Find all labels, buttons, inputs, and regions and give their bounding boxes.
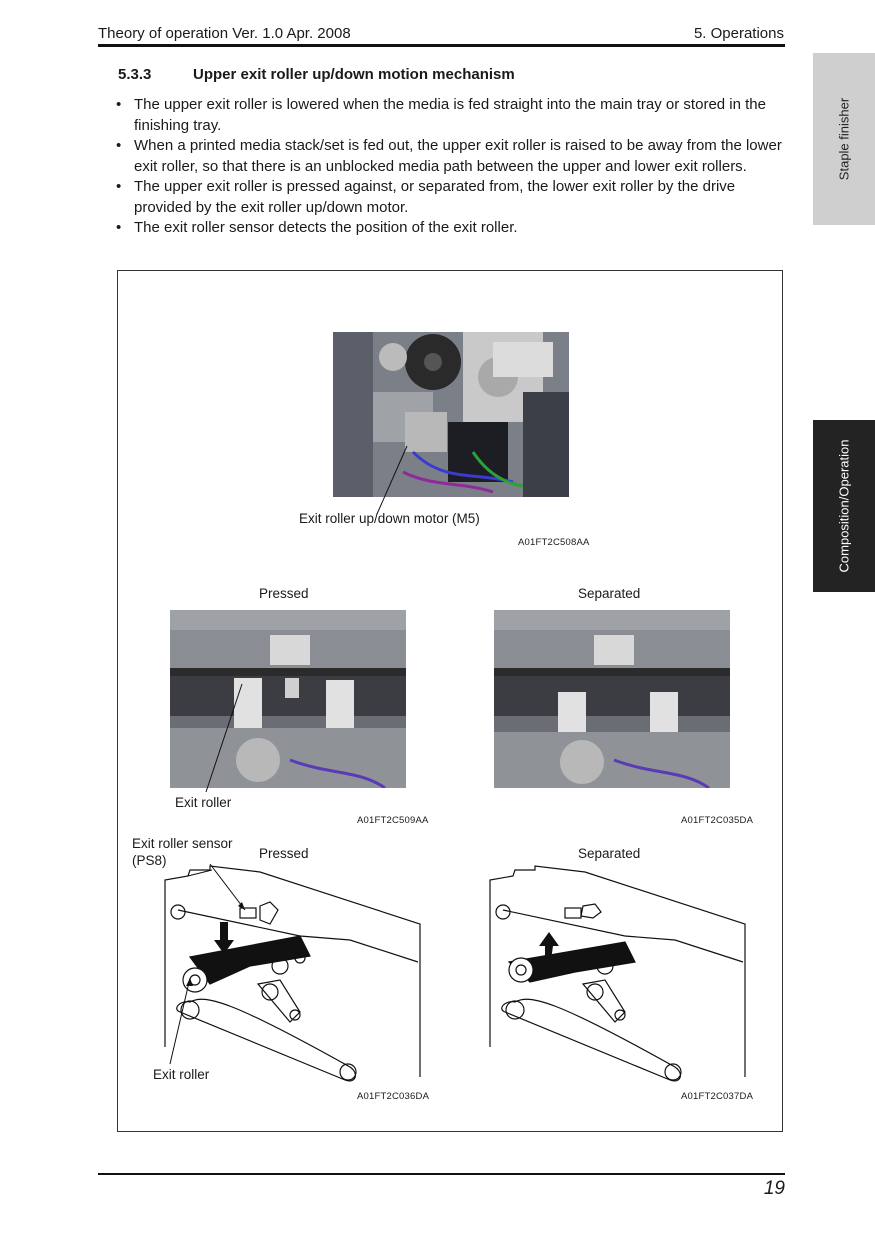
side-tab-staple-finisher bbox=[813, 53, 875, 225]
diagram-pressed-title: Pressed bbox=[259, 846, 309, 861]
photo-exit-roller-label: Exit roller bbox=[175, 795, 232, 810]
diagram-separated-title: Separated bbox=[578, 846, 641, 861]
sensor-leader-line bbox=[200, 860, 260, 920]
side-tab-composition-operation bbox=[813, 420, 875, 592]
bullet-item: • The upper exit roller is pressed against, or separated from, the lower exit roller by the drive provided by the exit roller up/down motor. bbox=[116, 177, 784, 218]
bullet-item: • When a printed media stack/set is fed out, the upper exit roller is raised to be away from the lower exit roller, so that there is an unblocked media path between the upper and lower exit rollers. bbox=[116, 136, 784, 177]
sensor-label-line2: (PS8) bbox=[132, 853, 167, 868]
side-tab-label: Staple finisher bbox=[836, 97, 852, 181]
sensor-label-line1: Exit roller sensor bbox=[132, 836, 233, 851]
header-rule bbox=[98, 44, 785, 47]
motor-figure-code: A01FT2C508AA bbox=[518, 537, 590, 548]
diagram-exit-roller-leader bbox=[160, 970, 200, 1070]
motor-leader-line bbox=[355, 440, 415, 520]
footer-rule bbox=[98, 1173, 785, 1175]
photo-separated-title: Separated bbox=[578, 586, 641, 601]
header-left: Theory of operation Ver. 1.0 Apr. 2008 bbox=[98, 25, 351, 42]
page-number: 19 bbox=[763, 1178, 785, 1199]
section-number: 5.3.3 bbox=[118, 66, 152, 83]
motor-label: Exit roller up/down motor (M5) bbox=[299, 511, 480, 526]
section-title: Upper exit roller up/down motion mechanism bbox=[193, 66, 515, 83]
bullet-list bbox=[116, 95, 784, 239]
header-right: 5. Operations bbox=[693, 25, 784, 42]
diagram-exit-roller-label: Exit roller bbox=[153, 1067, 210, 1082]
pressed-photo-code: A01FT2C509AA bbox=[357, 815, 429, 826]
separated-photo-code: A01FT2C035DA bbox=[681, 815, 754, 826]
bullet-item: • The exit roller sensor detects the position of the exit roller. bbox=[116, 218, 784, 239]
photo-pressed-title: Pressed bbox=[259, 586, 309, 601]
pressed-diagram-code: A01FT2C036DA bbox=[357, 1091, 430, 1102]
separated-mechanism-diagram bbox=[475, 862, 747, 1087]
pressed-photo-leader-line bbox=[198, 680, 258, 800]
bullet-item: • The upper exit roller is lowered when the media is fed straight into the main tray or stored in the finishing tray. bbox=[116, 95, 784, 136]
side-tab-label: Composition/Operation bbox=[836, 439, 852, 573]
separated-photo bbox=[494, 610, 730, 788]
separated-diagram-code: A01FT2C037DA bbox=[681, 1091, 754, 1102]
